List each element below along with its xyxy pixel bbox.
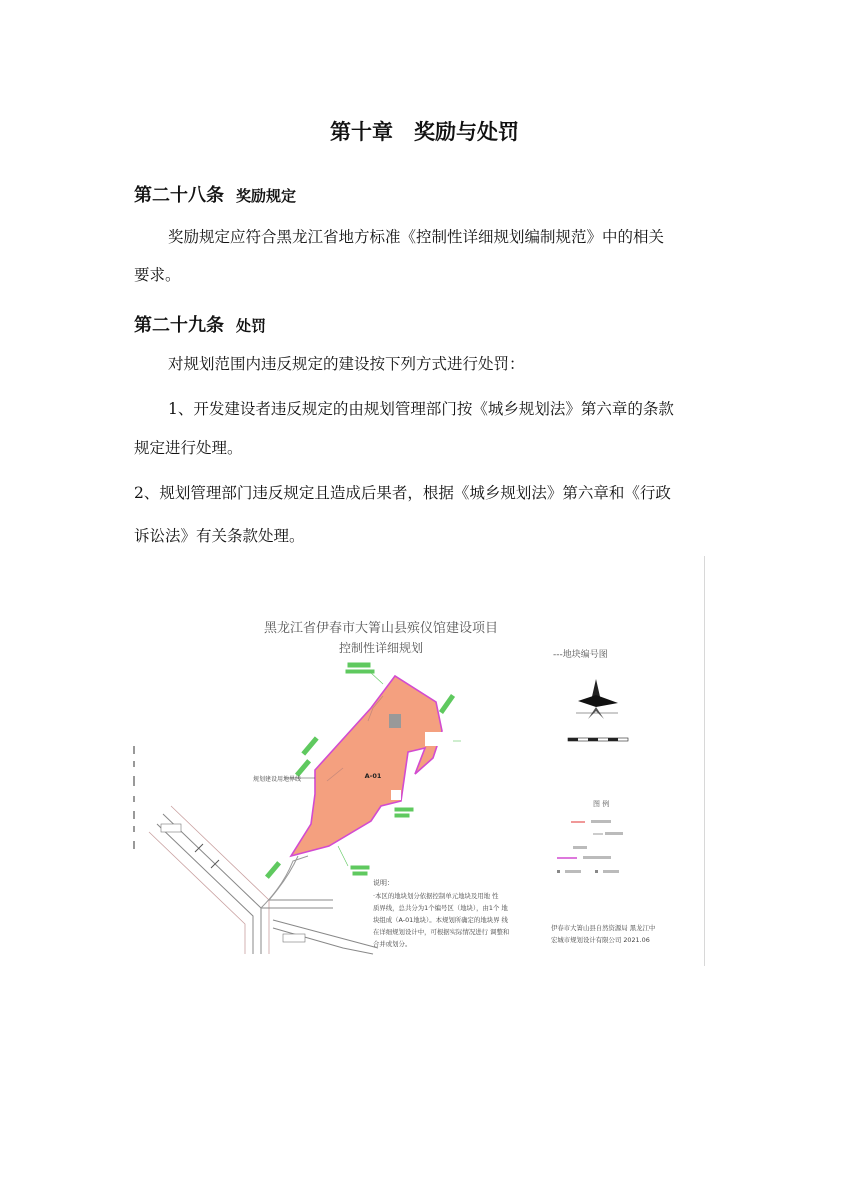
white-patch: [391, 790, 401, 800]
map-footer-line: 伊春市大箐山县自然资源局 黑龙江中: [551, 924, 656, 932]
chapter-title: 第十章 奖励与处罚: [330, 120, 519, 144]
article-29-item-1-line-1: 1、开发建设者违反规定的由规划管理部门按《城乡规划法》第六章的条款: [168, 400, 674, 418]
road-annotation: 规划建设用地界线: [253, 776, 302, 783]
article-29-item-1-line-2: 规定进行处理。: [134, 439, 243, 457]
legend: [557, 820, 623, 873]
parcel-label: A-01: [364, 772, 382, 780]
legend-title: 图 例: [593, 800, 610, 808]
article-28-paragraph-line-2: 要求。: [134, 266, 181, 284]
white-patch: [425, 732, 443, 746]
article-title: 处罚: [236, 317, 267, 335]
road-label-box: [283, 934, 305, 942]
map-title-line-1: 黑龙江省伊春市大箐山县殡仪馆建设项目: [263, 621, 499, 636]
notes-line: ·本区的地块划分依据控制单元地块及用地 性: [373, 892, 499, 900]
article-29-item-2-line-2: 诉讼法》有关条款处理。: [134, 527, 305, 545]
notes-title: 说明：: [373, 879, 394, 887]
scale-bar: [568, 738, 628, 741]
map-subtitle: ---地块编号图: [553, 650, 608, 660]
article-number: 第二十八条: [134, 185, 224, 206]
parcel-map-figure: [133, 556, 705, 966]
notes-line: 在详细规划设计中，可根据实际情况进行 调整和: [373, 928, 510, 936]
article-29-heading: [134, 311, 266, 337]
north-arrow-icon: [576, 679, 618, 719]
left-margin-annotation: [133, 746, 135, 849]
map-footer-line: 宏城市规划设计有限公司 2021.06: [551, 936, 650, 944]
parcel-a01: [291, 676, 442, 856]
article-28-paragraph-line-1: 奖励规定应符合黑龙江省地方标准《控制性详细规划编制规范》中的相关: [168, 228, 665, 246]
notes-line: 块组成（A-01地块）。本规划所确定的地块界 线: [373, 916, 508, 924]
map-title-line-2: 控制性详细规划: [338, 641, 424, 655]
article-29-intro: 对规划范围内违反规定的建设按下列方式进行处罚：: [168, 355, 525, 373]
notes-line: 质界线，总共分为1个编号区（地块），由1个 地: [373, 904, 508, 912]
building-block: [389, 714, 401, 728]
article-28-heading: [134, 181, 296, 207]
article-number: 第二十九条: [134, 315, 224, 336]
notes-line: 合并或划分。: [373, 940, 412, 948]
road-label-box: [161, 824, 181, 832]
article-title: 奖励规定: [236, 187, 297, 205]
article-29-item-2-line-1: 2、规划管理部门违反规定且造成后果者，根据《城乡规划法》第六章和《行政: [134, 484, 671, 502]
